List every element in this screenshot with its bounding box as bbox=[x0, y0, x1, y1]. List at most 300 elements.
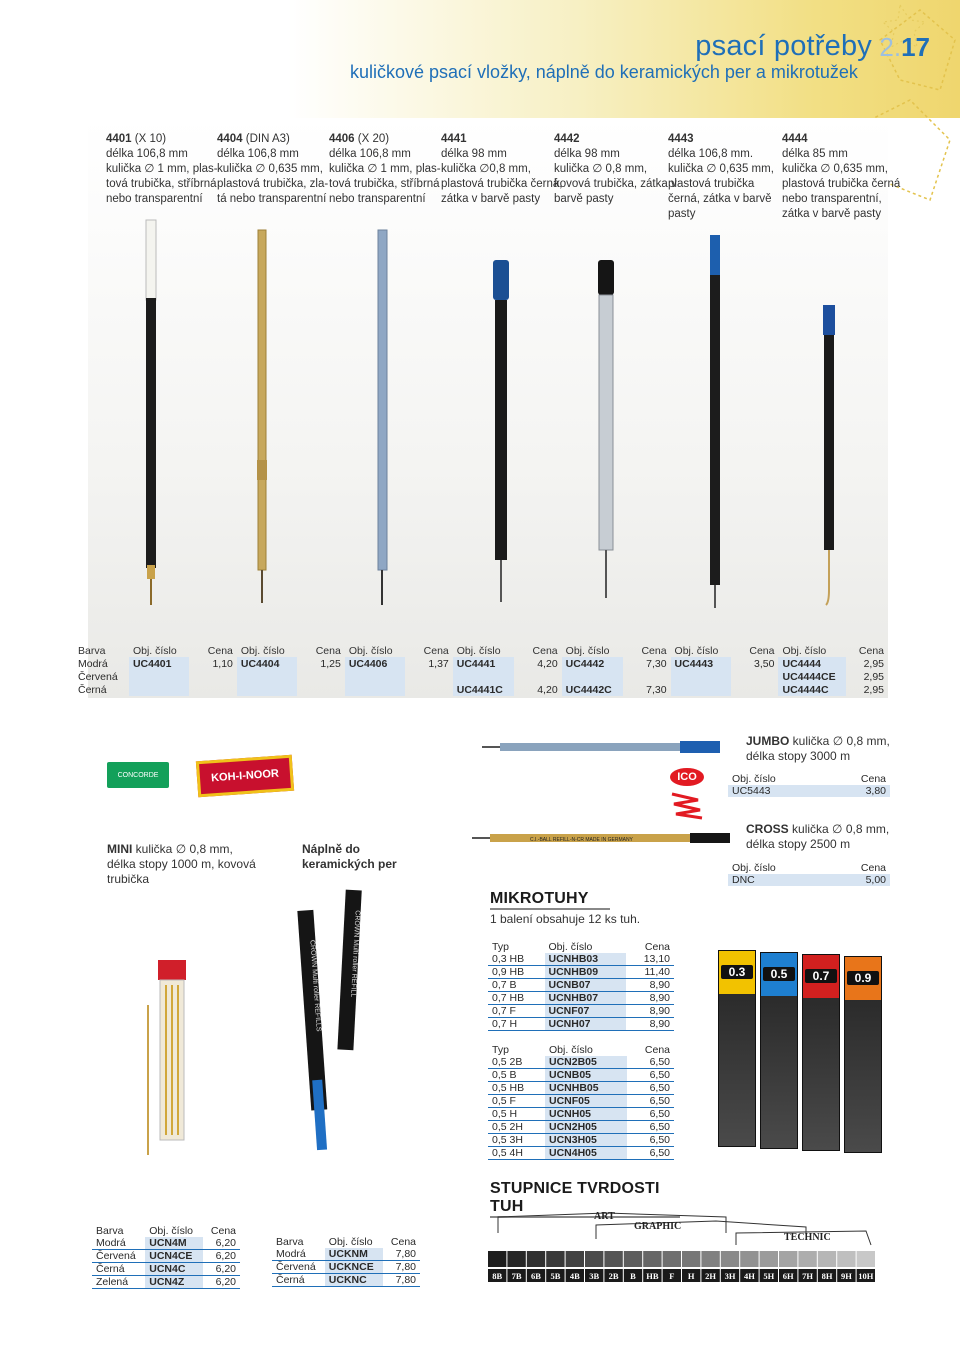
hardness-swatch bbox=[527, 1251, 545, 1267]
table-cell: UCNF05 bbox=[545, 1095, 627, 1108]
mini-desc3: trubička bbox=[107, 872, 150, 886]
order-code-cell: UC4442 bbox=[562, 657, 623, 670]
table-cell: 0,5 F bbox=[488, 1095, 545, 1108]
color-cell: Černá bbox=[78, 683, 107, 696]
price-cell: Cena bbox=[749, 644, 775, 657]
table-cell: UCN2B05 bbox=[545, 1056, 627, 1069]
table-cell: 6,50 bbox=[627, 1121, 674, 1134]
table-row bbox=[92, 1276, 240, 1289]
product-spec-line: délka 106,8 mm bbox=[106, 148, 188, 160]
product-spec-line: nebo transparentní bbox=[106, 193, 203, 205]
hardness-swatch bbox=[624, 1251, 642, 1267]
hardness-grade-label: 8B bbox=[492, 1271, 503, 1281]
price-cell: 7,30 bbox=[646, 683, 667, 696]
table-cell: UCKNC bbox=[325, 1274, 384, 1287]
product-spec-line: plastová trubička černá, bbox=[441, 178, 563, 190]
hardness-swatch bbox=[857, 1251, 875, 1267]
cross-col-price: Cena bbox=[860, 862, 886, 874]
price-cell: 3,50 bbox=[754, 657, 775, 670]
product-4444 bbox=[782, 132, 900, 222]
hardness-grade-label: 2H bbox=[705, 1271, 717, 1281]
refill-4401 bbox=[146, 220, 156, 605]
table-row bbox=[488, 966, 674, 979]
table-cell: 11,40 bbox=[626, 966, 674, 979]
hardness-swatch bbox=[488, 1251, 506, 1267]
product-spec-line: kulička ∅ 0,8 mm, bbox=[554, 163, 648, 175]
table-cell: 0,5 B bbox=[488, 1069, 545, 1082]
table-cell: 6,20 bbox=[203, 1263, 240, 1276]
hardness-grade-label: 6B bbox=[531, 1271, 541, 1281]
mini-description bbox=[107, 842, 256, 887]
table-header-cell: Typ bbox=[492, 941, 509, 953]
lead-pack-label: 0.9 bbox=[847, 971, 879, 985]
table-header-cell: Obj. číslo bbox=[149, 1225, 194, 1237]
refill-4404 bbox=[257, 230, 267, 603]
table-cell: 0,9 HB bbox=[488, 966, 545, 979]
hardness-swatch bbox=[604, 1251, 622, 1267]
lead-packs-image bbox=[718, 950, 888, 1150]
order-code-cell bbox=[237, 683, 297, 696]
order-code-cell: Obj. číslo bbox=[565, 644, 610, 657]
table-cell: 7,80 bbox=[383, 1248, 420, 1261]
table-cell: 6,50 bbox=[627, 1082, 674, 1095]
table-header bbox=[92, 1225, 240, 1237]
table-header-cell: Obj. číslo bbox=[548, 941, 593, 953]
table-cell: 13,10 bbox=[626, 953, 674, 966]
ceramic-description bbox=[302, 842, 397, 872]
table-header-cell: Barva bbox=[96, 1225, 124, 1237]
table-cell: UCKNCE bbox=[325, 1261, 384, 1274]
product-variant: (X 20) bbox=[354, 133, 390, 145]
order-table-row bbox=[74, 657, 888, 670]
product-spec-line: nebo transparentní, bbox=[782, 193, 882, 205]
jumbo-desc1: kulička ∅ 0,8 mm, bbox=[789, 734, 890, 748]
table-cell: 0,5 HB bbox=[488, 1082, 545, 1095]
product-code: 4442 bbox=[554, 133, 580, 145]
product-code: 4441 bbox=[441, 133, 467, 145]
table-header bbox=[272, 1236, 420, 1248]
order-code-cell: UC4441 bbox=[453, 657, 514, 670]
price-cell: Cena bbox=[641, 644, 667, 657]
hardness-grade-label: 4H bbox=[743, 1271, 755, 1281]
price-cell: 1,37 bbox=[428, 657, 449, 670]
hardness-grade-label: 3H bbox=[724, 1271, 736, 1281]
product-spec-line: kulička ∅ 0,635 mm, bbox=[217, 163, 323, 175]
order-code-cell bbox=[129, 683, 189, 696]
product-4401 bbox=[106, 132, 218, 207]
table-cell: Červená bbox=[92, 1250, 145, 1263]
table-header bbox=[488, 1044, 674, 1056]
table-cell: 0,5 H bbox=[488, 1108, 545, 1121]
table-header-cell: Obj. číslo bbox=[549, 1044, 593, 1056]
table-row bbox=[272, 1261, 420, 1274]
hardness-grade-label: B bbox=[630, 1271, 636, 1281]
hardness-scale bbox=[486, 1205, 880, 1285]
mini-desc2: délka stopy 1000 m, kovová bbox=[107, 857, 256, 871]
jumbo-name: JUMBO bbox=[746, 734, 790, 748]
product-spec-line: plastová trubička bbox=[668, 178, 755, 190]
ceramic-refills-image bbox=[290, 880, 380, 1170]
table-cell: 7,80 bbox=[383, 1261, 420, 1274]
price-cell bbox=[297, 670, 345, 683]
product-spec-line: pasty bbox=[668, 208, 696, 220]
scale-technic: TECHNIC bbox=[784, 1232, 831, 1243]
product-spec-line: tá nebo transparentní bbox=[217, 193, 327, 205]
order-code-cell: UC4441C bbox=[453, 683, 514, 696]
lead-pack bbox=[760, 952, 798, 1149]
table-cell: UCN4M bbox=[145, 1237, 203, 1250]
product-spec-line: tová trubička, stříbrná bbox=[329, 178, 440, 190]
price-cell: Cena bbox=[315, 644, 341, 657]
color-cell: Červená bbox=[78, 670, 118, 683]
table-row bbox=[488, 1082, 674, 1095]
table-header-cell: Cena bbox=[644, 941, 670, 953]
hardness-swatch bbox=[585, 1251, 603, 1267]
hardness-swatch bbox=[507, 1251, 525, 1267]
product-spec-line: kulička ∅ 1 mm, plas- bbox=[106, 163, 218, 175]
order-code-cell: Obj. číslo bbox=[132, 644, 177, 657]
order-code-cell bbox=[671, 683, 731, 696]
table-cell: UCN4C bbox=[145, 1263, 203, 1276]
page-subtitle: kuličkové psací vložky, náplně do keramických per a mikrotužek bbox=[350, 62, 858, 82]
table-cell: 8,90 bbox=[626, 1018, 674, 1031]
table-header-cell: Cena bbox=[644, 1044, 670, 1056]
table-row bbox=[488, 1134, 674, 1147]
hardness-grade-label: 7H bbox=[802, 1271, 814, 1281]
order-code-cell: UC4401 bbox=[129, 657, 189, 670]
crown-refill-print-2: CROWN Multi roller REFILL bbox=[349, 910, 361, 998]
table-cell: UCNHB05 bbox=[545, 1082, 627, 1095]
product-spec-line: délka 98 mm bbox=[441, 148, 507, 160]
price-cell bbox=[514, 670, 562, 683]
hardness-swatch bbox=[721, 1251, 739, 1267]
table-cell: 0,3 HB bbox=[488, 953, 545, 966]
lead-pack bbox=[844, 956, 882, 1153]
hardness-swatch bbox=[818, 1251, 836, 1267]
page-number bbox=[879, 32, 930, 63]
lead-pack bbox=[718, 950, 756, 1147]
table-row bbox=[488, 1095, 674, 1108]
table-header-cell: Barva bbox=[276, 1236, 304, 1248]
order-code-cell: Obj. číslo bbox=[240, 644, 285, 657]
cross-desc2: délka stopy 2500 m bbox=[746, 837, 851, 851]
table-cell: Červená bbox=[272, 1261, 325, 1274]
table-row bbox=[488, 1056, 674, 1069]
table-cell: 6,50 bbox=[627, 1108, 674, 1121]
order-code-cell: UC4444 bbox=[778, 657, 846, 670]
table-row bbox=[92, 1263, 240, 1276]
price-cell: 4,20 bbox=[537, 683, 558, 696]
product-4404 bbox=[217, 132, 328, 207]
order-code-cell: UC4442C bbox=[562, 683, 623, 696]
table-cell: 7,80 bbox=[383, 1274, 420, 1287]
price-cell: 2,95 bbox=[863, 657, 884, 670]
hardness-grade-label: H bbox=[687, 1271, 695, 1281]
table-row bbox=[488, 979, 674, 992]
price-cell bbox=[189, 683, 237, 696]
concorde-logo bbox=[107, 762, 169, 788]
product-code: 4444 bbox=[782, 133, 808, 145]
order-code-cell: Obj. číslo bbox=[782, 644, 827, 657]
product-spec-line: kulička ∅ 1 mm, plas- bbox=[329, 163, 441, 175]
table-header-cell: Obj. číslo bbox=[328, 1236, 373, 1248]
lead-pack-label: 0.7 bbox=[805, 969, 837, 983]
cross-refill-print: C.I.-BALL REFILL-N-CR MADE IN GERMANY bbox=[530, 837, 633, 843]
concorde-logo-text: CONCORDE bbox=[117, 771, 159, 779]
hardness-swatch bbox=[663, 1251, 681, 1267]
order-code-cell bbox=[562, 670, 623, 683]
product-spec-line: zátka v barvě pasty bbox=[782, 208, 882, 220]
product-code: 4443 bbox=[668, 133, 694, 145]
hardness-grade-label: HB bbox=[646, 1271, 659, 1281]
table-cell: 8,90 bbox=[626, 1005, 674, 1018]
ico-logo-text: ICO bbox=[677, 771, 697, 783]
order-code-cell bbox=[453, 670, 514, 683]
table-cell: 6,20 bbox=[203, 1250, 240, 1263]
lead-pack bbox=[802, 954, 840, 1151]
lead-pack-label: 0.5 bbox=[763, 967, 795, 981]
ceramic-line2: keramických per bbox=[302, 857, 397, 871]
mini-name: MINI bbox=[107, 842, 133, 856]
color-cell: Barva bbox=[78, 644, 106, 657]
table-row bbox=[488, 1108, 674, 1121]
table-row bbox=[488, 953, 674, 966]
table-cell: 0,7 F bbox=[488, 1005, 545, 1018]
ico-logo bbox=[670, 768, 704, 786]
jumbo-col-obj: Obj. číslo bbox=[732, 773, 776, 785]
hardness-grade-label: 8H bbox=[821, 1271, 833, 1281]
jumbo-description bbox=[746, 734, 890, 764]
hardness-swatch bbox=[740, 1251, 758, 1267]
price-cell: 4,20 bbox=[537, 657, 558, 670]
order-table bbox=[74, 644, 888, 696]
ceramic-order-table bbox=[272, 1236, 420, 1287]
hardness-swatch bbox=[546, 1251, 564, 1267]
table-cell: UCNHB03 bbox=[545, 953, 626, 966]
jumbo-desc2: délka stopy 3000 m bbox=[746, 749, 851, 763]
mini-desc1: kulička ∅ 0,8 mm, bbox=[132, 842, 233, 856]
table-cell: UCN4Z bbox=[145, 1276, 203, 1289]
order-table-row bbox=[74, 683, 888, 696]
table-cell: UCNB07 bbox=[545, 979, 626, 992]
product-4441 bbox=[441, 132, 562, 207]
product-code: 4404 bbox=[217, 133, 243, 145]
refill-4443 bbox=[710, 235, 720, 608]
price-cell bbox=[189, 670, 237, 683]
product-spec-line: délka 106,8 mm. bbox=[668, 148, 754, 160]
table-cell: UCNH07 bbox=[545, 1018, 626, 1031]
mikrotuhy-table-2 bbox=[488, 1044, 674, 1160]
table-cell: 6,20 bbox=[203, 1276, 240, 1289]
hardness-grade-label: 5B bbox=[550, 1271, 561, 1281]
cross-refill-image bbox=[470, 830, 740, 846]
hardness-swatch bbox=[643, 1251, 661, 1267]
product-spec-line: plastová trubička, zla- bbox=[217, 178, 329, 190]
price-cell: Cena bbox=[532, 644, 558, 657]
table-cell: UCN3H05 bbox=[545, 1134, 627, 1147]
hardness-grade-label: F bbox=[669, 1271, 675, 1281]
cross-col-obj: Obj. číslo bbox=[732, 862, 776, 874]
refill-4444 bbox=[823, 305, 835, 605]
product-spec-line: černá, zátka v barvě bbox=[668, 193, 772, 205]
hardness-swatch bbox=[682, 1251, 700, 1267]
order-code-cell bbox=[345, 683, 405, 696]
hardness-swatch bbox=[760, 1251, 778, 1267]
table-cell: UCNHB07 bbox=[545, 992, 626, 1005]
refill-4441 bbox=[493, 260, 509, 602]
table-row bbox=[488, 1005, 674, 1018]
order-code-cell bbox=[671, 670, 731, 683]
table-cell: 0,5 2H bbox=[488, 1121, 545, 1134]
table-cell: 6,50 bbox=[627, 1147, 674, 1160]
table-cell: 0,5 2B bbox=[488, 1056, 545, 1069]
table-cell: 8,90 bbox=[626, 992, 674, 1005]
hardness-grade-label: 4B bbox=[569, 1271, 580, 1281]
lead-pack-label: 0.3 bbox=[721, 965, 753, 979]
cross-description bbox=[746, 822, 889, 852]
cross-name: CROSS bbox=[746, 822, 789, 836]
product-spec-line: kulička ∅ 0,635 mm, bbox=[782, 163, 888, 175]
product-spec-line: plastová trubička černá bbox=[782, 178, 901, 190]
table-header-cell: Cena bbox=[210, 1225, 236, 1237]
order-table-row bbox=[74, 670, 888, 683]
order-code-cell: Obj. číslo bbox=[674, 644, 719, 657]
hardness-swatch bbox=[798, 1251, 816, 1267]
price-cell bbox=[297, 683, 345, 696]
table-cell: UCNH05 bbox=[545, 1108, 627, 1121]
jumbo-col-price: Cena bbox=[860, 773, 886, 785]
table-cell: Zelená bbox=[92, 1276, 145, 1289]
order-code-cell: UC4444CE bbox=[778, 670, 846, 683]
product-spec-line: nebo transparentní bbox=[329, 193, 426, 205]
mikrotuhy-title: MIKROTUHY bbox=[490, 890, 610, 910]
product-spec-line: tová trubička, stříbrná bbox=[106, 178, 217, 190]
table-row bbox=[488, 1018, 674, 1031]
table-row bbox=[488, 1069, 674, 1082]
hardness-grade-label: 6H bbox=[782, 1271, 794, 1281]
table-cell: Modrá bbox=[272, 1248, 325, 1261]
table-cell: UCN4H05 bbox=[545, 1147, 627, 1160]
hardness-grade-label: 9H bbox=[840, 1271, 852, 1281]
refill-4442 bbox=[598, 260, 614, 598]
table-row bbox=[488, 1147, 674, 1160]
page-number-chapter: 2. bbox=[879, 32, 902, 62]
hardness-grade-label: 7B bbox=[511, 1271, 522, 1281]
table-row bbox=[272, 1274, 420, 1287]
product-spec-line: délka 106,8 mm bbox=[329, 148, 411, 160]
product-variant: (DIN A3) bbox=[242, 133, 290, 145]
order-code-cell bbox=[237, 670, 297, 683]
product-4443 bbox=[668, 132, 774, 222]
hardness-swatch bbox=[701, 1251, 719, 1267]
product-spec-line: délka 85 mm bbox=[782, 148, 848, 160]
price-cell: 2,95 bbox=[863, 683, 884, 696]
price-cell bbox=[405, 683, 453, 696]
price-cell bbox=[731, 683, 779, 696]
product-variant: (X 10) bbox=[131, 133, 167, 145]
product-spec-line: barvě pasty bbox=[554, 193, 614, 205]
table-row bbox=[92, 1250, 240, 1263]
order-code-cell: Obj. číslo bbox=[348, 644, 393, 657]
price-cell: 2,95 bbox=[863, 670, 884, 683]
cross-price: 5,00 bbox=[827, 874, 890, 886]
jumbo-table bbox=[728, 773, 890, 797]
scale-graphic: GRAPHIC bbox=[634, 1221, 682, 1232]
table-cell: 6,50 bbox=[627, 1134, 674, 1147]
table-cell: 0,7 H bbox=[488, 1018, 545, 1031]
product-spec-line: kulička ∅0,8 mm, bbox=[441, 163, 531, 175]
table-cell: 0,5 3H bbox=[488, 1134, 545, 1147]
table-row bbox=[488, 1121, 674, 1134]
cross-desc1: kulička ∅ 0,8 mm, bbox=[788, 822, 890, 836]
cross-code: DNC bbox=[728, 874, 827, 886]
hardness-swatch bbox=[779, 1251, 797, 1267]
price-cell bbox=[623, 670, 671, 683]
order-code-cell: UC4444C bbox=[778, 683, 846, 696]
table-cell: 6,50 bbox=[627, 1069, 674, 1082]
table-cell: UCN4CE bbox=[145, 1250, 203, 1263]
order-code-cell: Obj. číslo bbox=[456, 644, 501, 657]
product-code: 4406 bbox=[329, 133, 355, 145]
hardness-scale-title: STUPNICE TVRDOSTI TUH bbox=[490, 1180, 680, 1218]
order-code-cell bbox=[129, 670, 189, 683]
mini-order-table bbox=[92, 1225, 240, 1289]
order-code-cell bbox=[345, 670, 405, 683]
table-row bbox=[272, 1248, 420, 1261]
table-cell: UCNB05 bbox=[545, 1069, 627, 1082]
table-cell: 6,50 bbox=[627, 1056, 674, 1069]
product-code: 4401 bbox=[106, 133, 132, 145]
order-code-cell: UC4404 bbox=[237, 657, 297, 670]
order-table-header bbox=[74, 644, 888, 657]
hardness-swatch bbox=[566, 1251, 584, 1267]
product-spec-line: délka 98 mm bbox=[554, 148, 620, 160]
table-cell: Černá bbox=[272, 1274, 325, 1287]
jumbo-code: UC5443 bbox=[728, 785, 827, 797]
table-cell: Černá bbox=[92, 1263, 145, 1276]
mikrotuhy-table-1 bbox=[488, 941, 674, 1031]
hardness-grade-label: 2B bbox=[608, 1271, 619, 1281]
table-cell: Modrá bbox=[92, 1237, 145, 1250]
price-cell: Cena bbox=[858, 644, 884, 657]
jumbo-refill-image bbox=[480, 735, 730, 759]
order-code-cell: UC4406 bbox=[345, 657, 405, 670]
table-header-cell: Typ bbox=[492, 1044, 509, 1056]
table-header bbox=[488, 941, 674, 953]
refill-4406 bbox=[378, 230, 387, 605]
hardness-grade-label: 5H bbox=[763, 1271, 775, 1281]
order-code-cell: UC4443 bbox=[671, 657, 731, 670]
jumbo-price: 3,80 bbox=[827, 785, 890, 797]
hardness-swatch bbox=[837, 1251, 855, 1267]
price-cell: 7,30 bbox=[646, 657, 667, 670]
page-number-page: 17 bbox=[901, 32, 930, 62]
scale-art: ART bbox=[594, 1211, 615, 1222]
price-cell: 1,10 bbox=[212, 657, 233, 670]
table-cell: UCKNM bbox=[325, 1248, 384, 1261]
price-cell: 1,25 bbox=[320, 657, 341, 670]
table-cell: 0,7 HB bbox=[488, 992, 545, 1005]
hardness-grade-label: 3B bbox=[589, 1271, 600, 1281]
crown-refill-print-1: CROWN Multi roller REFILLS bbox=[308, 939, 322, 1032]
product-spec-line: kulička ∅ 0,635 mm, bbox=[668, 163, 774, 175]
color-cell: Modrá bbox=[78, 657, 108, 670]
table-cell: 0,7 B bbox=[488, 979, 545, 992]
page-title: psací potřeby bbox=[695, 30, 872, 62]
price-cell: Cena bbox=[207, 644, 233, 657]
cross-table bbox=[728, 862, 890, 886]
product-4406 bbox=[329, 132, 441, 207]
